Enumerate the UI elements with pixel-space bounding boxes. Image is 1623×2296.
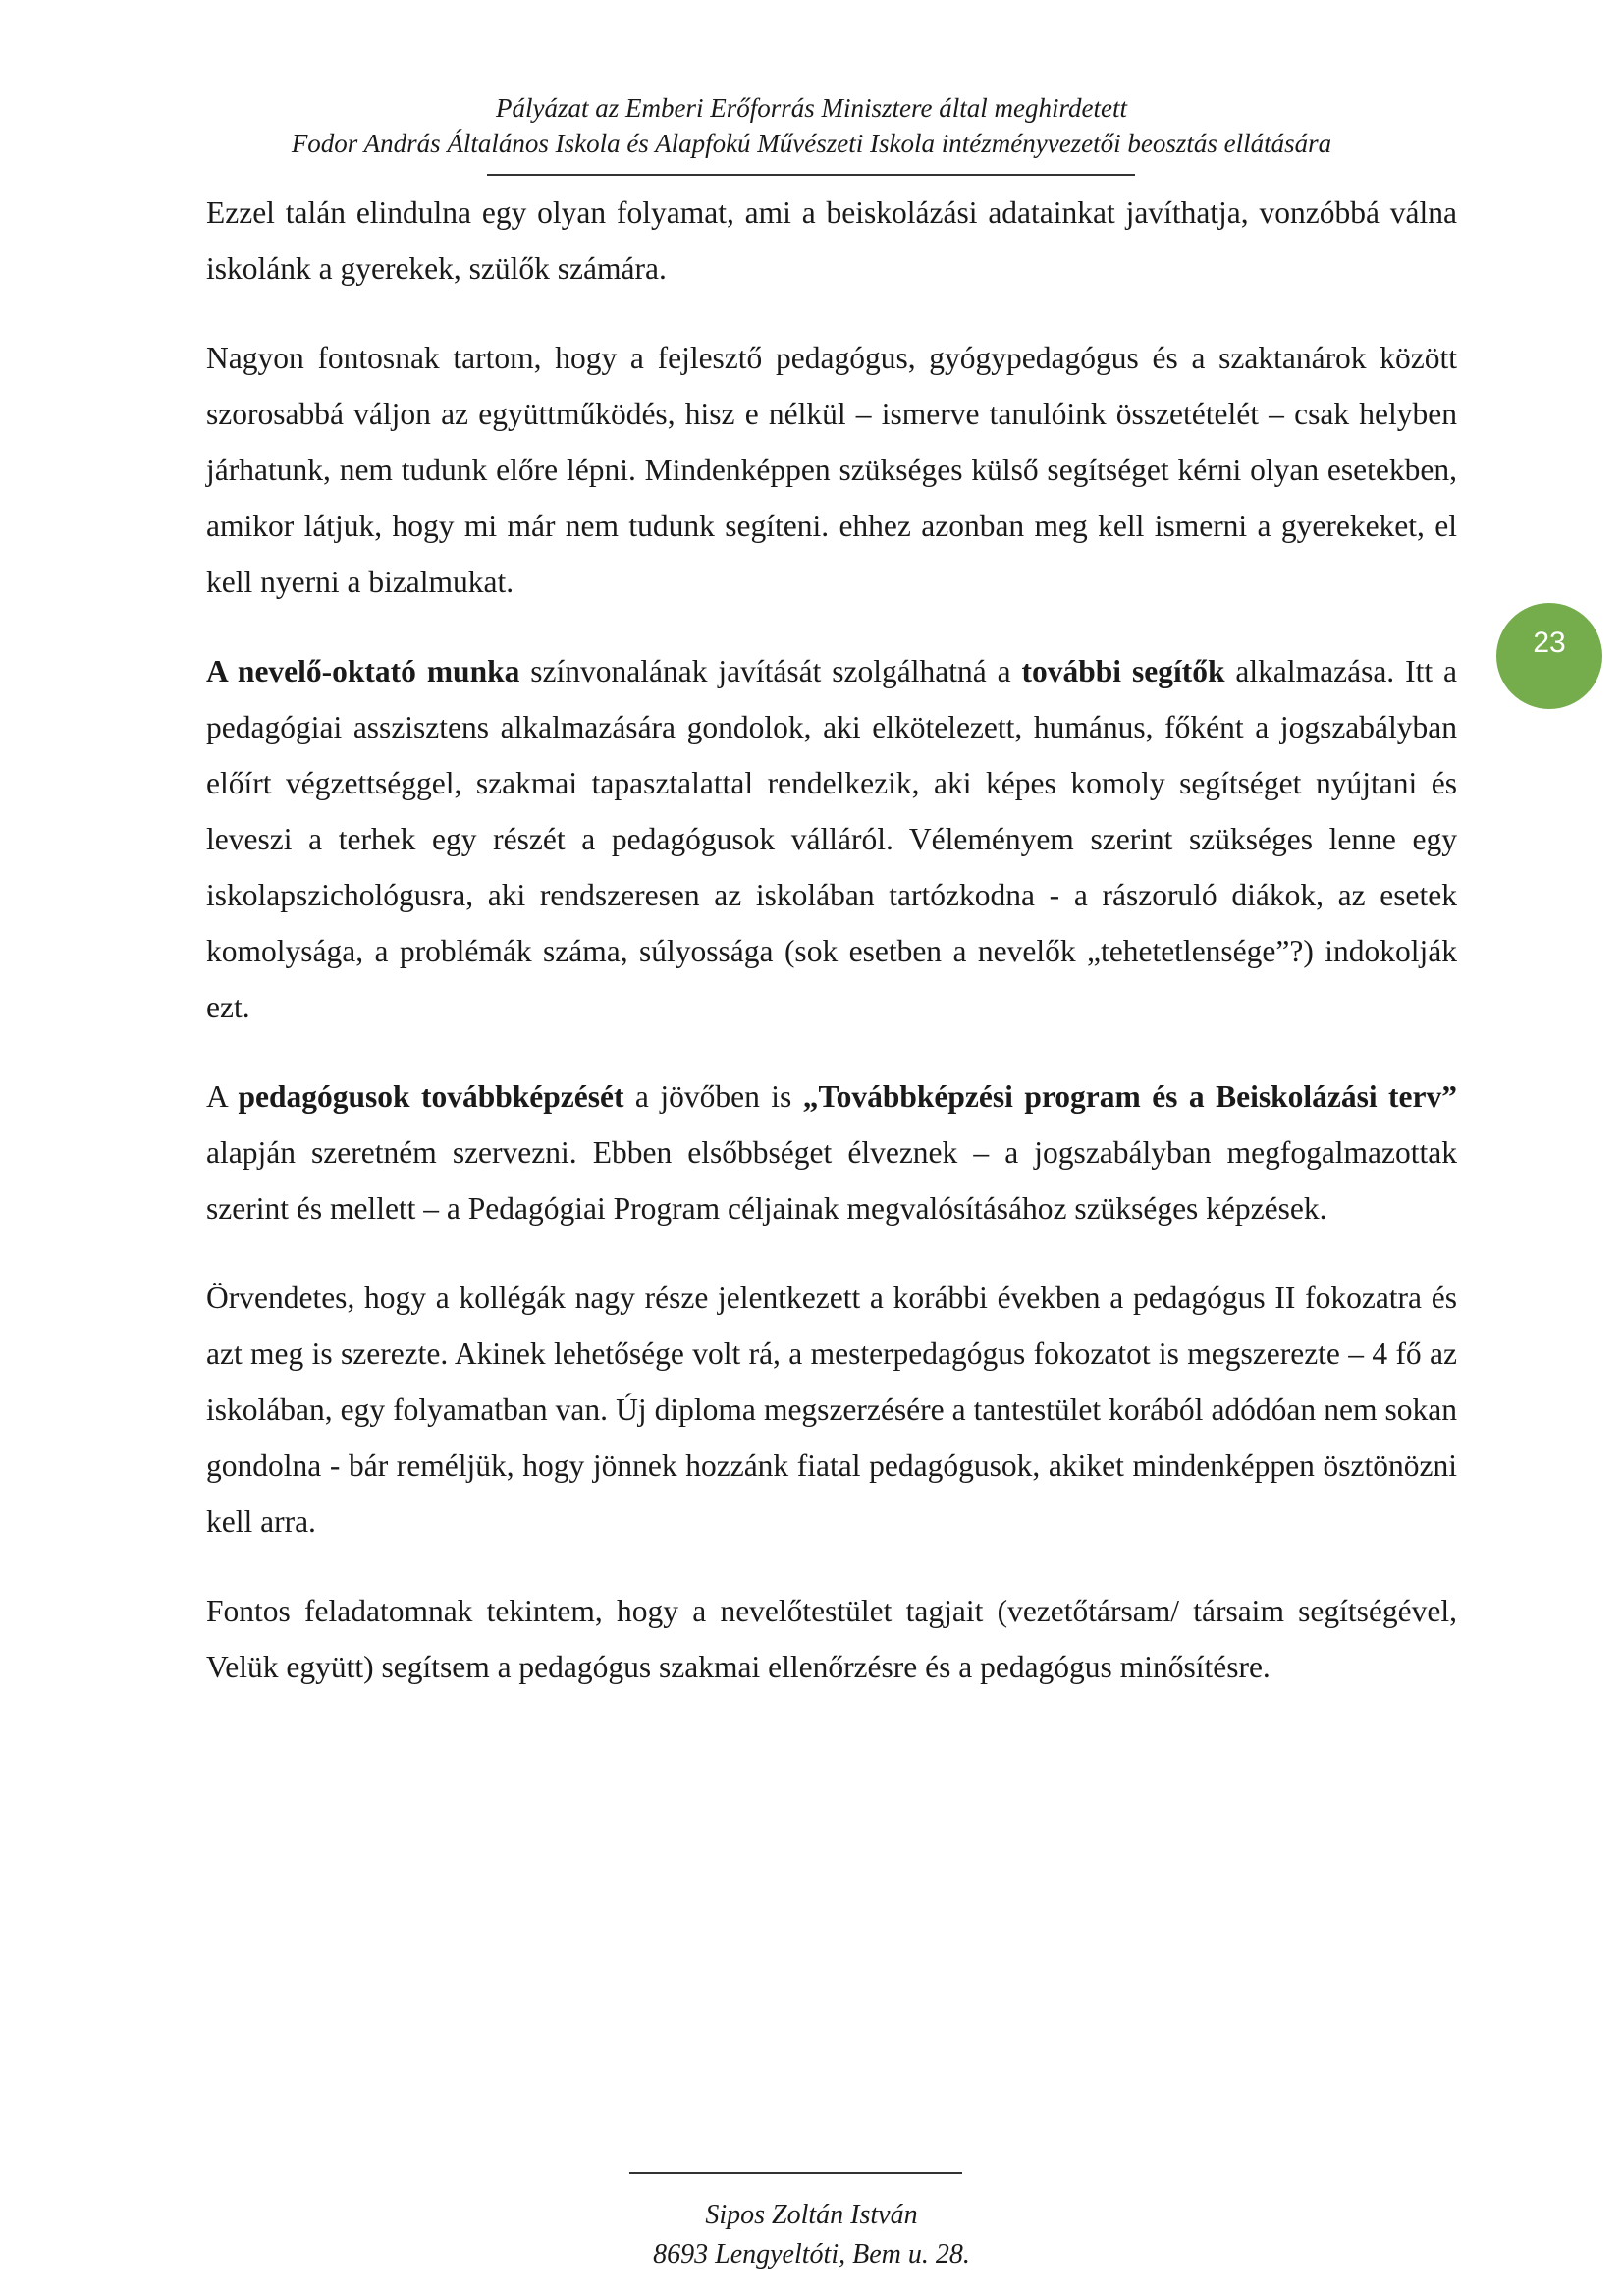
text-run: színvonalának javítását szolgálhatná a (519, 654, 1022, 688)
header-divider (487, 174, 1135, 176)
paragraph-3 (206, 643, 1457, 1035)
footer-divider (629, 2172, 962, 2174)
paragraph-6: Fontos feladatomnak tekintem, hogy a nevelőtestület tagjait (vezetőtársam/ társaim segítségével, Velük együtt) segítsem a pedagógus szakmai ellenőrzésre és a pedagógus minősítésre. (206, 1594, 1457, 1684)
footer-address: 8693 Lengyeltóti, Bem u. 28. (653, 2239, 970, 2269)
paragraph-2: Nagyon fontosnak tartom, hogy a fejlesztő pedagógus, gyógypedagógus és a szaktanárok között szorosabbá váljon az együttműködés, hisz e nélkül – ismerve tanulóink összetételét – csak helyben járhatunk, nem tudunk előre lépni. Mindenképpen szükséges külső segítséget kérni olyan esetekben, amikor látjuk, hogy mi már nem tudunk segíteni. ehhez azonban meg kell ismerni a gyerekeket, el kell nyerni a bizalmukat. (206, 341, 1457, 599)
document-body (206, 185, 1457, 1728)
text-run: a jövőben is (623, 1079, 803, 1114)
paragraph-5: Örvendetes, hogy a kollégák nagy része jelentkezett a korábbi években a pedagógus II fokozatra és azt meg is szerezte. Akinek lehetősége volt rá, a mesterpedagógus fokozatot is megszerezte – 4 fő az iskolában, egy folyamatban van. Új diploma megszerzésére a tantestület korából adódóan nem sokan gondolna - bár reméljük, hogy jönnek hozzánk fiatal pedagógusok, akiket mindenképpen ösztönözni kell arra. (206, 1281, 1457, 1539)
bold-phrase: további segítők (1021, 654, 1225, 688)
bold-phrase: A nevelő-oktató munka (206, 654, 520, 688)
page-number-badge: 23 (1496, 603, 1602, 709)
header-line-2: Fodor András Általános Iskola és Alapfokú Művészeti Iskola intézményvezetői beosztás ellátására (291, 129, 1332, 158)
bold-phrase: „Továbbképzési program és a Beiskolázási terv” (802, 1079, 1457, 1114)
footer-name: Sipos Zoltán István (705, 2200, 918, 2230)
text-run: alkalmazása. Itt a pedagógiai asszisztens alkalmazására gondolok, aki elkötelezett, humánus, főként a jogszabályban előírt végzettséggel, szakmai tapasztalattal rendelkezik, aki képes komoly segítséget nyújtani és leveszi a terhek egy részét a pedagógusok válláról. Véleményem szerint szükséges lenne egy iskolapszichológusra, aki rendszeresen az iskolában tartózkodna - a rászoruló diákok, az esetek komolysága, a problémák száma, súlyossága (sok esetben a nevelők „tehetetlensége”?) indokolják ezt. (206, 654, 1457, 1024)
text-run: A (206, 1079, 239, 1114)
text-run: alapján szeretném szervezni. Ebben elsőbbséget élveznek – a jogszabályban megfogalmazottak szerint és mellett – a Pedagógiai Program céljainak megvalósításához szükséges képzések. (206, 1135, 1457, 1226)
page-footer (0, 2196, 1623, 2274)
paragraph-1: Ezzel talán elindulna egy olyan folyamat, ami a beiskolázási adatainkat javíthatja, vonzóbbá válna iskolánk a gyerekek, szülők számára. (206, 195, 1457, 286)
page-header (0, 90, 1623, 161)
paragraph-4 (206, 1068, 1457, 1236)
bold-phrase: pedagógusok továbbképzését (238, 1079, 624, 1114)
header-line-1: Pályázat az Emberi Erőforrás Minisztere által meghirdetett (496, 93, 1127, 123)
